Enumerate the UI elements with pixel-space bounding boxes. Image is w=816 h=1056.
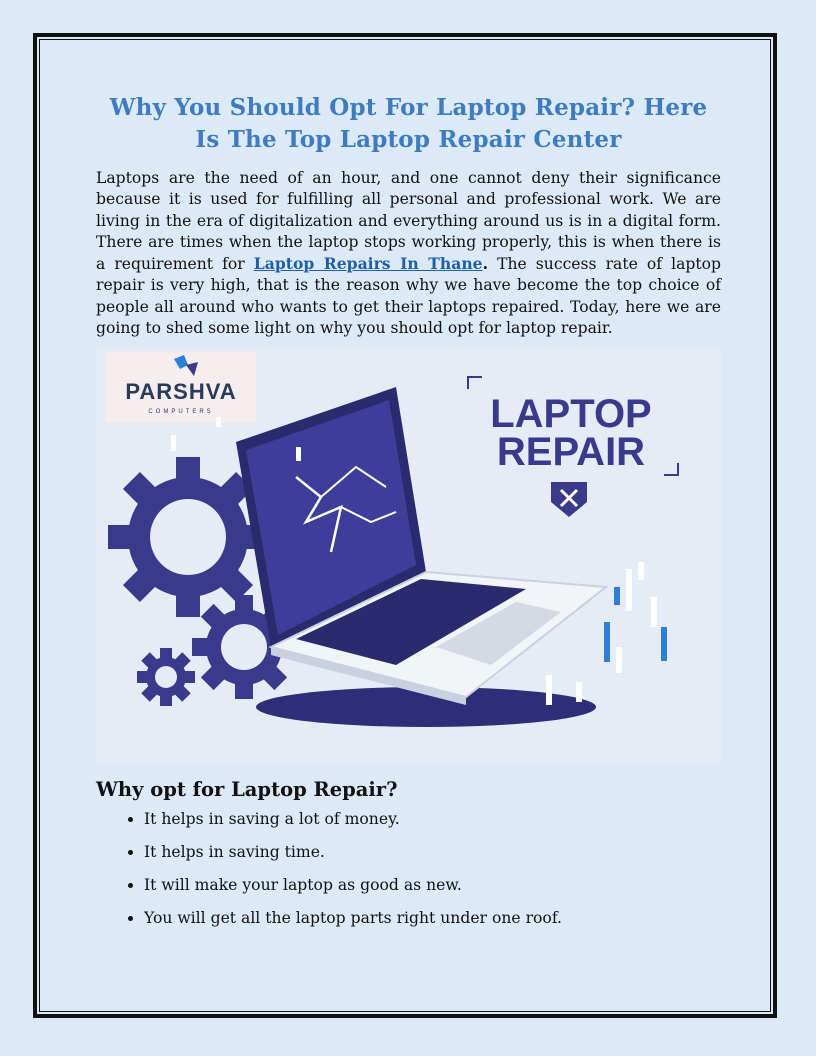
brand-subtitle: COMPUTERS — [148, 409, 214, 416]
intro-text-2: The success rate of laptop repair is very high, that is the reason why we have become the top choice of people all around who wants to get their laptops repaired. Today, here we are going to shed some light on why you should opt for laptop repair. — [96, 255, 722, 338]
laptop-repair-illustration — [96, 347, 721, 763]
list-item: • It helps in saving a lot of money. — [144, 809, 721, 830]
intro-period: . — [482, 254, 489, 274]
brand-name: PARSHVA — [125, 379, 237, 405]
small-gear-icon — [137, 648, 195, 706]
parshva-logo — [106, 352, 256, 422]
list-item: • It helps in saving time. — [144, 842, 721, 863]
reasons-list — [96, 809, 721, 929]
laptop-repairs-thane-link[interactable]: Laptop Repairs In Thane — [253, 254, 483, 274]
list-item: • You will get all the laptop parts right under one roof. — [144, 908, 721, 929]
intro-paragraph — [96, 168, 721, 339]
section-heading: Why opt for Laptop Repair? — [96, 778, 398, 802]
intro-text-1: Laptops are the need of an hour, and one cannot deny their significance because it is used for fulfilling all personal and professional work. We are living in the era of digitalization and everything around us is in a digital form. There are times when the laptop stops working properly, this is when there is a requirement for — [96, 169, 721, 274]
headline-line2: REPAIR — [496, 430, 646, 475]
article-title: Why You Should Opt For Laptop Repair? Here Is The Top Laptop Repair Center — [109, 94, 708, 153]
article — [96, 92, 721, 941]
list-item: • It will make your laptop as good as new. — [144, 875, 721, 896]
headline-block — [468, 377, 678, 517]
tools-shield-icon — [551, 482, 587, 517]
headline-line1: LAPTOP — [490, 392, 652, 437]
